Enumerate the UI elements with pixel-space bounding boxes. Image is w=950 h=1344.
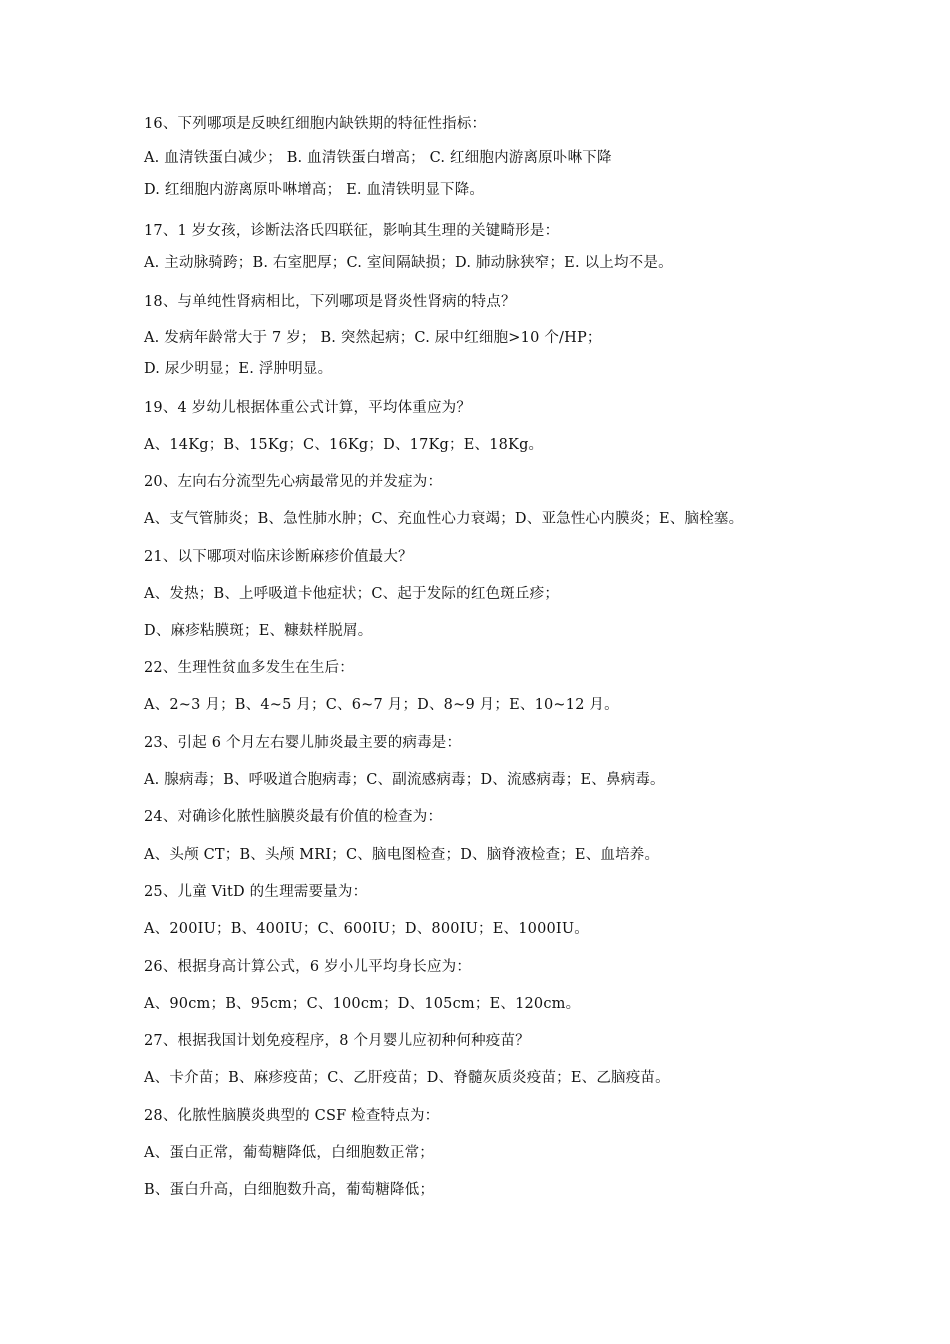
question-19: 19、4 岁幼儿根据体重公式计算，平均体重应为？ (144, 400, 472, 416)
question-21: 21、以下哪项对临床诊断麻疹价值最大？ (144, 549, 413, 565)
question-24: 24、对确诊化脓性脑膜炎最有价值的检查为： (144, 809, 443, 825)
question-26-options: A、90cm；B、95cm；C、100cm；D、105cm；E、120cm。 (144, 996, 581, 1012)
question-27: 27、根据我国计划免疫程序，8 个月婴儿应初种何种疫苗？ (144, 1033, 530, 1049)
question-28: 28、化脓性脑膜炎典型的 CSF 检查特点为： (144, 1108, 440, 1124)
question-22: 22、生理性贫血多发生在生后： (144, 660, 354, 676)
question-16-options-a-c: A. 血清铁蛋白减少； B. 血清铁蛋白增高； C. 红细胞内游离原卟啉下降 (144, 150, 612, 166)
question-17: 17、1 岁女孩，诊断法洛氏四联征，影响其生理的关键畸形是： (144, 223, 560, 239)
question-25-options: A、200IU；B、400IU；C、600IU；D、800IU；E、1000IU。 (144, 921, 589, 937)
question-28-option-a: A、蛋白正常，葡萄糖降低，白细胞数正常； (144, 1145, 434, 1161)
question-19-options: A、14Kg；B、15Kg；C、16Kg；D、17Kg；E、18Kg。 (144, 437, 544, 453)
question-17-options: A. 主动脉骑跨；B. 右室肥厚；C. 室间隔缺损；D. 肺动脉狭窄；E. 以上均不是。 (144, 255, 673, 271)
question-27-options: A、卡介苗；B、麻疹疫苗；C、乙肝疫苗；D、脊髓灰质炎疫苗；E、乙脑疫苗。 (144, 1070, 670, 1086)
question-20-options: A、支气管肺炎；B、急性肺水肿；C、充血性心力衰竭；D、亚急性心内膜炎；E、脑栓塞。 (144, 511, 744, 527)
question-16-options-d-e: D. 红细胞内游离原卟啉增高； E. 血清铁明显下降。 (144, 182, 485, 198)
question-21-options-d-e: D、麻疹粘膜斑；E、糠麸样脱屑。 (144, 623, 373, 639)
question-18: 18、与单纯性肾病相比，下列哪项是肾炎性肾病的特点？ (144, 294, 516, 310)
question-23-options: A. 腺病毒；B、呼吸道合胞病毒；C、副流感病毒；D、流感病毒；E、鼻病毒。 (144, 772, 665, 788)
question-18-options-a-c: A. 发病年龄常大于 7 岁； B. 突然起病；C. 尿中红细胞>10 个/HP； (144, 330, 602, 346)
question-18-options-d-e: D. 尿少明显；E. 浮肿明显。 (144, 361, 333, 377)
question-20: 20、左向右分流型先心病最常见的并发症为： (144, 474, 443, 490)
question-23: 23、引起 6 个月左右婴儿肺炎最主要的病毒是： (144, 735, 462, 751)
question-28-option-b: B、蛋白升高，白细胞数升高，葡萄糖降低； (144, 1182, 435, 1198)
question-25: 25、儿童 VitD 的生理需要量为： (144, 884, 368, 900)
question-26: 26、根据身高计算公式，6 岁小儿平均身长应为： (144, 959, 472, 975)
question-16: 16、下列哪项是反映红细胞内缺铁期的特征性指标： (144, 116, 487, 132)
question-24-options: A、头颅 CT；B、头颅 MRI；C、脑电图检查；D、脑脊液检查；E、血培养。 (144, 847, 660, 863)
question-21-options-a-c: A、发热；B、上呼吸道卡他症状；C、起于发际的红色斑丘疹； (144, 586, 560, 602)
question-22-options: A、2~3 月；B、4~5 月；C、6~7 月；D、8~9 月；E、10~12 月。 (144, 697, 619, 713)
